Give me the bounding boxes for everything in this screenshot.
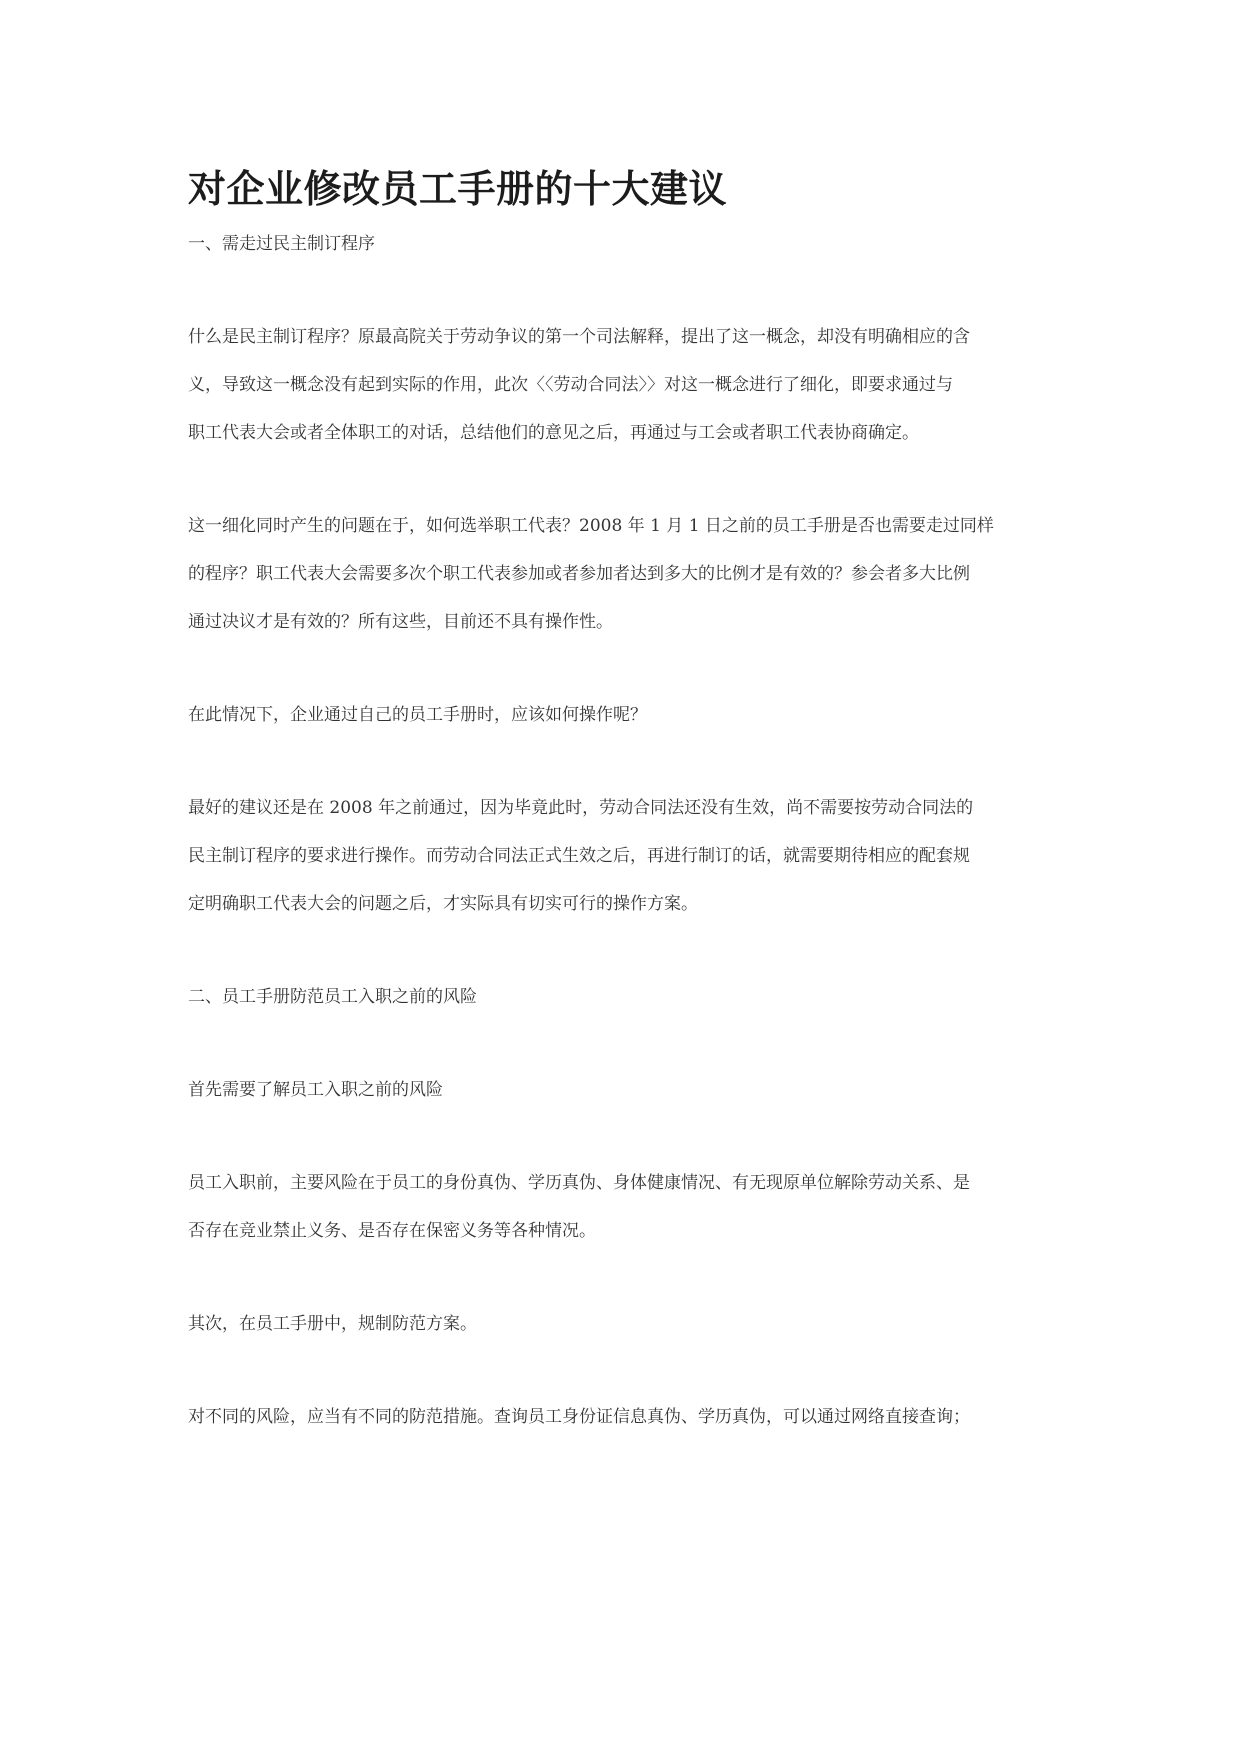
paragraph-line: 在此情况下，企业通过自己的员工手册时，应该如何操作呢？ — [188, 705, 647, 725]
paragraph-line: 这一细化同时产生的问题在于，如何选举职工代表？2008 年 1 月 1 日之前的员工手册是否也需要走过同样 — [188, 516, 994, 536]
paragraph-line: 首先需要了解员工入职之前的风险 — [188, 1080, 443, 1100]
paragraph-line: 职工代表大会或者全体职工的对话，总结他们的意见之后，再通过与工会或者职工代表协商确定。 — [188, 423, 919, 443]
paragraph-line: 最好的建议还是在 2008 年之前通过，因为毕竟此时，劳动合同法还没有生效，尚不需要按劳动合同法的 — [188, 798, 974, 818]
section-heading-1: 一、需走过民主制订程序 — [188, 234, 375, 254]
paragraph-line: 什么是民主制订程序？原最高院关于劳动争议的第一个司法解释，提出了这一概念，却没有明确相应的含 — [188, 327, 970, 347]
paragraph-line: 的程序？职工代表大会需要多次个职工代表参加或者参加者达到多大的比例才是有效的？参会者多大比例 — [188, 564, 970, 584]
paragraph-line: 否存在竞业禁止义务、是否存在保密义务等各种情况。 — [188, 1221, 596, 1241]
paragraph-line: 义，导致这一概念没有起到实际的作用，此次〈〈劳动合同法〉〉对这一概念进行了细化，即要求通过与 — [188, 375, 953, 395]
paragraph-line: 通过决议才是有效的？所有这些，目前还不具有操作性。 — [188, 612, 613, 632]
paragraph-line: 定明确职工代表大会的问题之后，才实际具有切实可行的操作方案。 — [188, 894, 698, 914]
paragraph-line: 对不同的风险，应当有不同的防范措施。查询员工身份证信息真伪、学历真伪，可以通过网络直接查询； — [188, 1407, 970, 1427]
paragraph-line: 其次，在员工手册中，规制防范方案。 — [188, 1314, 477, 1334]
section-heading-2: 二、员工手册防范员工入职之前的风险 — [188, 987, 477, 1007]
paragraph-line: 民主制订程序的要求进行操作。而劳动合同法正式生效之后，再进行制订的话，就需要期待相应的配套规 — [188, 846, 970, 866]
document-title: 对企业修改员工手册的十大建议 — [188, 167, 728, 211]
paragraph-line: 员工入职前，主要风险在于员工的身份真伪、学历真伪、身体健康情况、有无现原单位解除劳动关系、是 — [188, 1173, 970, 1193]
